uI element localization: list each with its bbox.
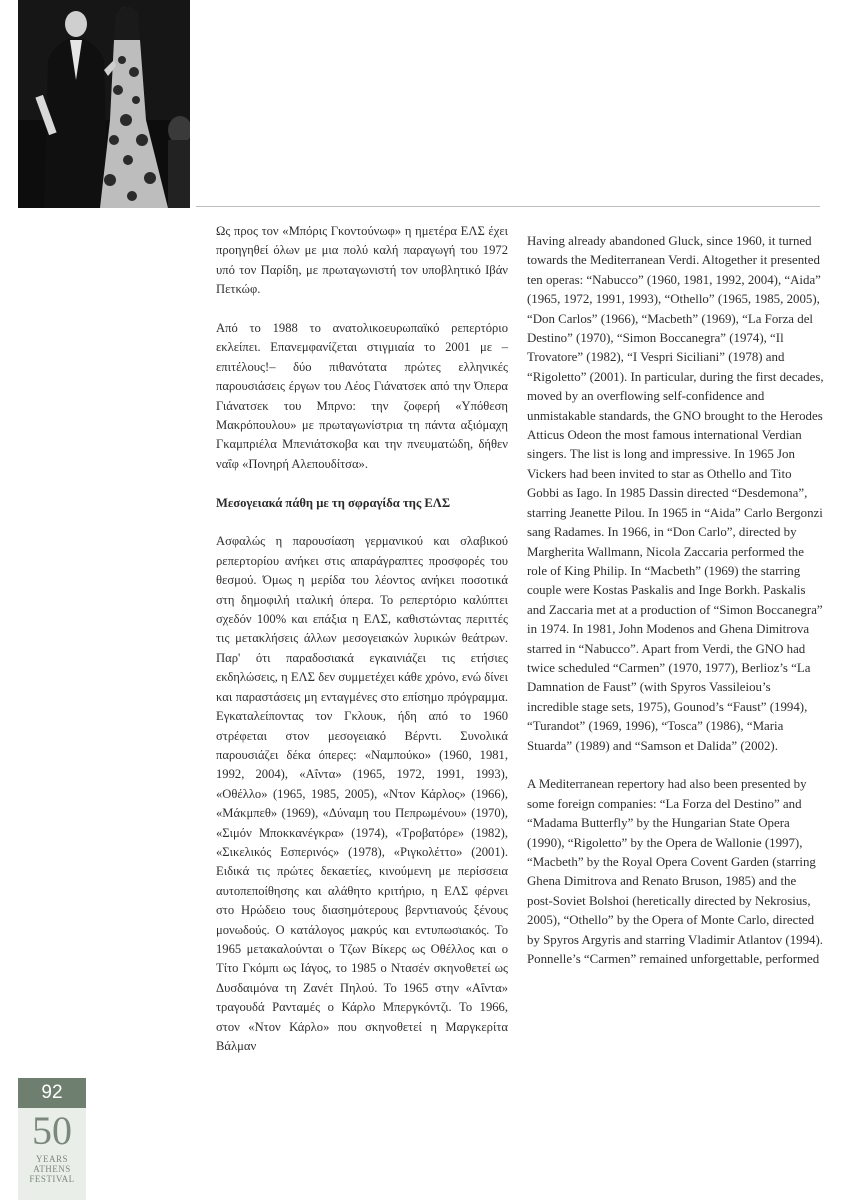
greek-text-column [216, 222, 508, 1076]
header-divider [196, 206, 820, 207]
festival-logo-athens: ATHENS [33, 1164, 71, 1174]
festival-logo-years: YEARS [35, 1154, 68, 1164]
greek-paragraph: Από το 1988 το ανατολικοευρωπαϊκό ρεπερτόριο εκλείπει. Επανεμφανίζεται στιγμιαία το 2001 με –επιτέλους!– δύο πιθανότατα πρώτες ελληνικές παρουσιάσεις έργων του Λέος Γιάνατσεκ από την Όπερα Γιάνατσεκ του Μπρνο: την ζοφερή «Υπόθεση Μακρόπουλου» με πρωταγωνίστρια τη πάντα αξιόμαχη Γκαμπριέλα Μπενιάτσκοβα και την πνευματώδη, δήθεν ναΐφ «Πονηρή Αλεπουδίτσα». [216, 321, 508, 471]
english-paragraph: A Mediterranean repertory had also been presented by some foreign companies: “La Forza del Destino” and “Madama Butterfly” by the Hungarian State Opera (1990), “Rigoletto” by the Opera de Wallonie (1997), “Macbeth” by the Royal Opera Covent Garden (starring Ghena Dimitrova and Renato Bruson, 1985) and the post-Soviet Bolshoi (heretically directed by Nekrosius, 2005), “Othello” by the Opera of Monte Carlo, directed by Spyros Argyris and starring Vladimir Atlantov (1994). Ponnelle’s “Carmen” remained unforgettable, performed [527, 777, 823, 967]
page-number: 92 [18, 1078, 86, 1108]
festival-logo-festival: FESTIVAL [29, 1174, 75, 1184]
greek-paragraph: Ασφαλώς η παρουσίαση γερμανικού και σλαβικού ρεπερτορίου ανήκει στις απαράγραπτες προσφορές του θεσμού. Όμως η μερίδα του λέοντος ανήκει ποσοτικά στη δημοφιλή ιταλική όπερα. Το ρεπερτόριο καλύπτει σχεδόν 100% και επάξια η ΕΛΣ, καθιστώντας περιττές τις μετακλήσεις άλλων μεσογειακών λυρικών θεάτρων. Παρ' ότι παραδοσιακά εγκαινιάζει τις ετήσιες εκδηλώσεις, η ΕΛΣ δεν συμμετέχει κάθε χρόνο, ενώ δίνει και παραστάσεις μη ενταγμένες στο επίσημο πρόγραμμα. Εγκαταλείποντας τον Γκλουκ, ήδη από το 1960 στρέφεται στον μεσογειακό Βέρντι. Συνολικά παρουσιάζει δέκα όπερες: «Ναμπούκο» (1960, 1981, 1992, 2004), «Αΐντα» (1965, 1972, 1991, 1993), «Οθέλλο» (1965, 1985, 2005), «Ντον Κάρλος» (1966), «Μάκμπεθ» (1969), «Δύναμη του Πεπρωμένου» (1970), «Σιμόν Μποκκανέγκρα» (1974), «Τροβατόρε» (1982), «Σικελικός Εσπερινός» (1978), «Ριγκολέττο» (2001). Ειδικά τις πρώτες δεκαετίες, κινούμενη με περίσσεια αυτοπεποίθησης και αλάθητο κριτήριο, η ΕΛΣ φέρνει στο Ηρώδειο τους διασημότερους βερντιανούς ξένους μονωδούς. Ο κατάλογος μακρύς και εντυπωσιακός. Το 1965 μετακαλούνται ο Τζων Βίκερς ως Οθέλλος και ο Τίτο Γκόμπι ως Ιάγος, το 1985 ο Ντασέν σκηνοθετεί ως Δυσδαιμόνα τη Ζανέτ Πηλού. Το 1965 στην «Αΐντα» τραγουδά Ρανταμές ο Κάρλο Μπεργκόντζι. Το 1966, στον «Ντον Κάρλο» που σκηνοθετεί η Μαργκερίτα Βάλμαν [216, 534, 508, 1054]
greek-paragraph: Ως προς τον «Μπόρις Γκοντούνωφ» η ημετέρα ΕΛΣ έχει προηγηθεί όλων με μια πολύ καλή παραγωγή του 1972 υπό τον Παρίδη, με πρωταγωνιστή τον υποβλητικό Ιβάν Πετκώφ. [216, 224, 508, 297]
english-paragraph: Having already abandoned Gluck, since 1960, it turned towards the Mediterranean Verdi. Altogether it presented ten operas: “Nabucco” (1960, 1981, 1992, 2004), “Aida” (1965, 1972, 1991, 1993), “Othello” (1965, 1985, 2005), “Don Carlos” (1966), “Macbeth” (1969), “La Forza del Destino” (1970), “Simon Boccanegra” (1974), “Il Trovatore” (1982), “I Vespri Siciliani” (1978) and “Rigoletto” (2001). In particular, during the first decades, moved by an overflowing self-confidence and unmistakable standards, the GNO brought to the Herodes Atticus Odeon the most famous international Verdian singers. The list is long and impressive. In 1965 Jon Vickers had been invited to star as Othello and Tito Gobbi as Iago. In 1985 Dassin directed “Desdemona”, starring Jeanette Pilou. In 1965 in “Aida” Carlo Bergonzi sang Radames. In 1966, in “Don Carlo”, directed by Margherita Wallmann, Nicola Zaccaria performed the role of King Philip. In “Macbeth” (1969) the starring couple were Kostas Paskalis and Inge Borkh. Paskalis and Zaccaria met at a production of “Simon Boccanegra” in 1974. In 1981, John Modenos and Ghena Dimitrova starred in “Nabucco”. Apart from Verdi, the GNO had twice scheduled “Carmen” (1970, 1977), Berlioz’s “La Damnation de Faust” (with Spyros Vassileiou’s incredible stage sets, 1975), Gounod’s “Faust” (1994), “Turandot” (1969, 1996), “Tosca” (1986), “Maria Stuarda” (1989) and “Samson et Dalida” (2002). [527, 234, 824, 753]
english-text-column [527, 232, 825, 989]
stage-photo [18, 0, 190, 208]
conductor-and-singer-photo [18, 0, 190, 208]
festival-logo-number: 50 [32, 1108, 72, 1153]
section-heading: Μεσογειακά πάθη με τη σφραγίδα της ΕΛΣ [216, 495, 451, 510]
